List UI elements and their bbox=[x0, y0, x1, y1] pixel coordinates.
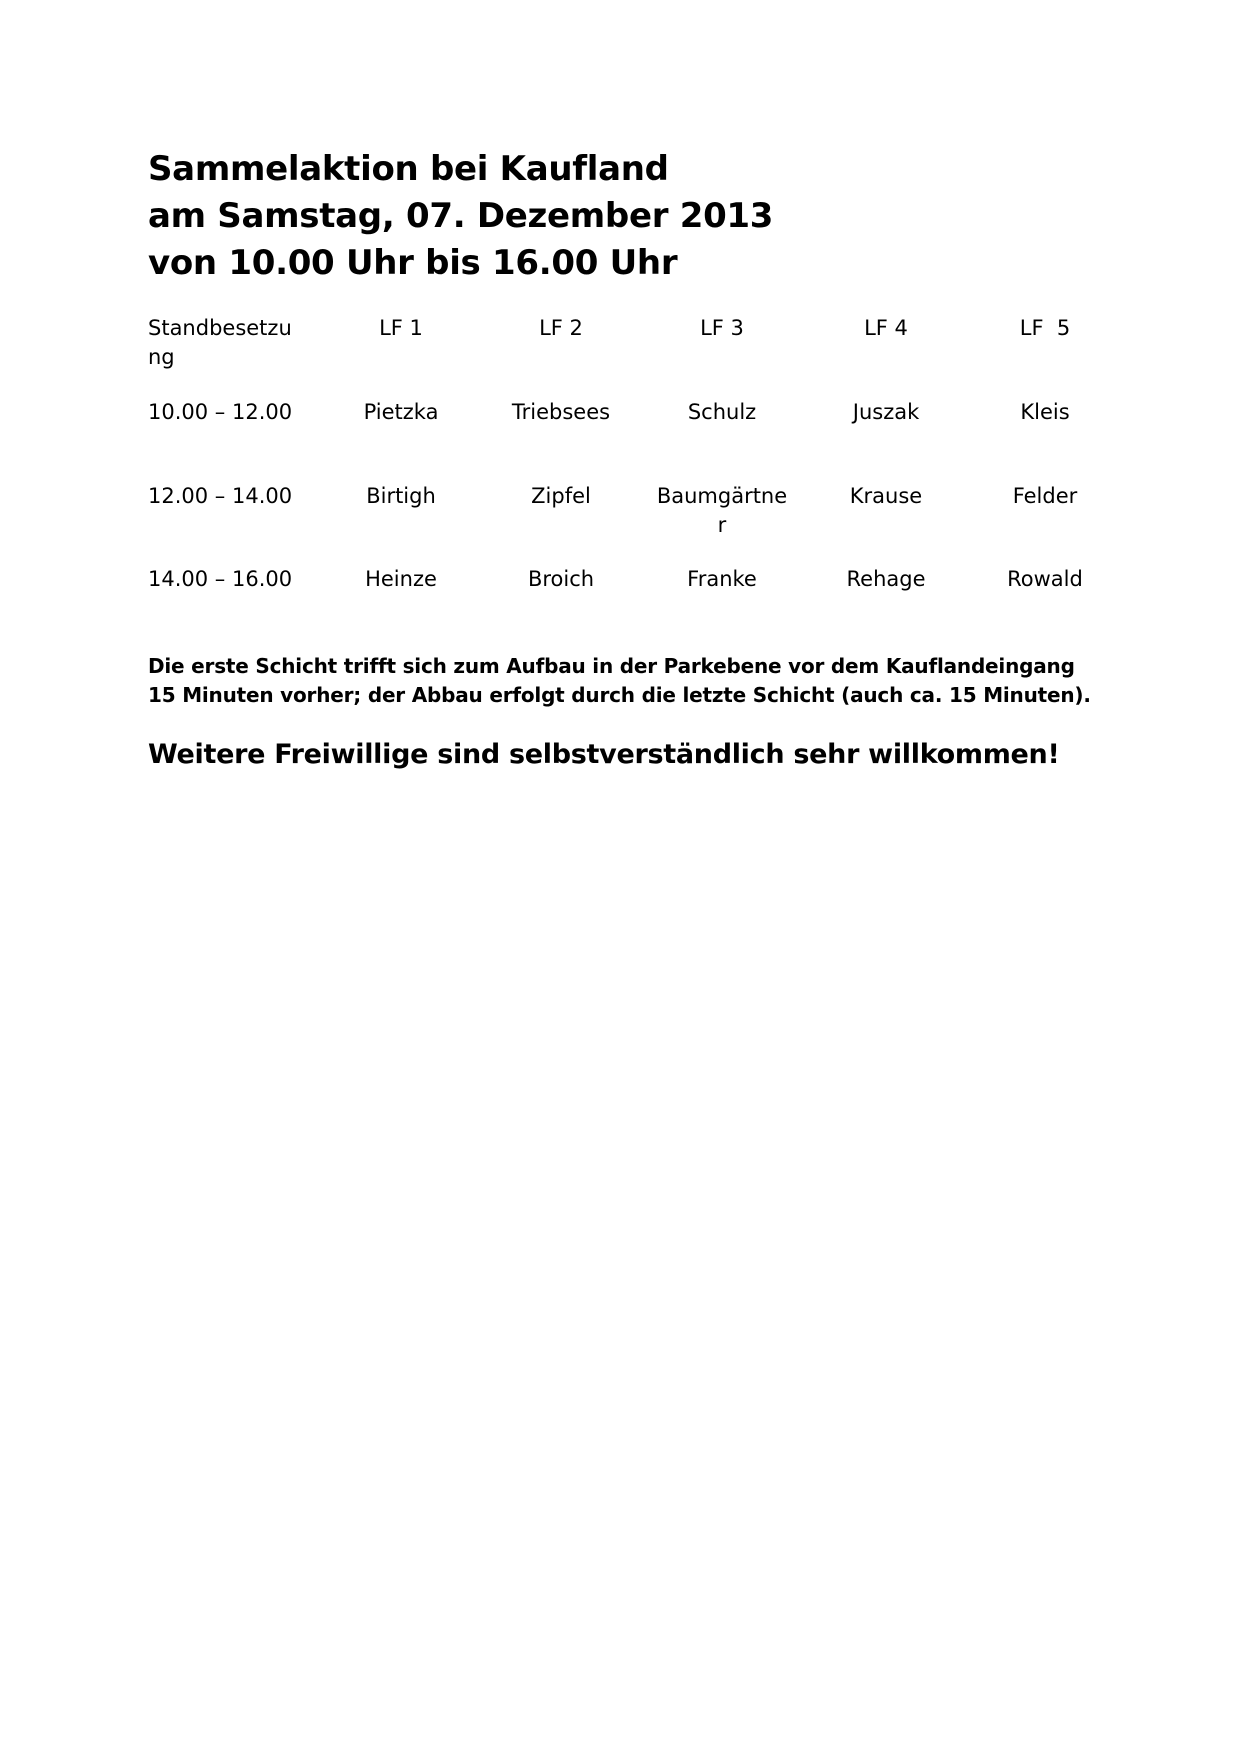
column-header-lf3: LF 3 bbox=[700, 316, 744, 340]
row-2-lf3 bbox=[657, 482, 787, 540]
row-2-lf2: Zipfel bbox=[531, 484, 591, 508]
title-line-2: am Samstag, 07. Dezember 2013 bbox=[148, 196, 774, 236]
row-1-lf1: Pietzka bbox=[363, 400, 439, 424]
row-1-lf5: Kleis bbox=[1020, 400, 1070, 424]
row-1-lf2: Triebsees bbox=[511, 400, 611, 424]
setup-note-line-2: 15 Minuten vorher; der Abbau erfolgt durch die letzte Schicht (auch ca. 15 Minuten). bbox=[148, 683, 1091, 707]
closing-statement: Weitere Freiwillige sind selbstverständlich sehr willkommen! bbox=[148, 739, 1060, 770]
row-2-lf5: Felder bbox=[1012, 484, 1078, 508]
column-header-lf4: LF 4 bbox=[864, 316, 908, 340]
row-3-lf4: Rehage bbox=[846, 567, 926, 591]
column-header-lf1: LF 1 bbox=[379, 316, 423, 340]
title-line-3: von 10.00 Uhr bis 16.00 Uhr bbox=[148, 243, 678, 283]
header-label-part2: ng bbox=[148, 345, 175, 369]
header-label-part1: Standbesetzu bbox=[148, 316, 292, 340]
title-line-1: Sammelaktion bei Kaufland bbox=[148, 149, 669, 189]
row-1-lf4: Juszak bbox=[852, 400, 920, 424]
row-3-lf1: Heinze bbox=[365, 567, 437, 591]
row-3-lf5: Rowald bbox=[1007, 567, 1083, 591]
row-3-lf2: Broich bbox=[527, 567, 595, 591]
column-header-lf5: LF 5 bbox=[1019, 316, 1071, 340]
row-1-time: 10.00 – 12.00 bbox=[148, 400, 293, 424]
row-1-lf3: Schulz bbox=[687, 400, 757, 424]
schedule-table bbox=[148, 0, 1108, 620]
row-2-time: 12.00 – 14.00 bbox=[148, 484, 293, 508]
row-2-lf4: Krause bbox=[849, 484, 923, 508]
column-header-lf2: LF 2 bbox=[539, 316, 583, 340]
row-2-lf1: Birtigh bbox=[366, 484, 436, 508]
row-3-lf3: Franke bbox=[687, 567, 757, 591]
setup-note bbox=[148, 652, 1091, 710]
header-label bbox=[148, 314, 292, 372]
row-2-lf3-part1: Baumgärtne bbox=[656, 484, 788, 508]
row-3-time: 14.00 – 16.00 bbox=[148, 567, 293, 591]
row-2-lf3-part2: r bbox=[717, 513, 727, 537]
setup-note-line-1: Die erste Schicht trifft sich zum Aufbau in der Parkebene vor dem Kauflandeingang bbox=[148, 654, 1075, 678]
